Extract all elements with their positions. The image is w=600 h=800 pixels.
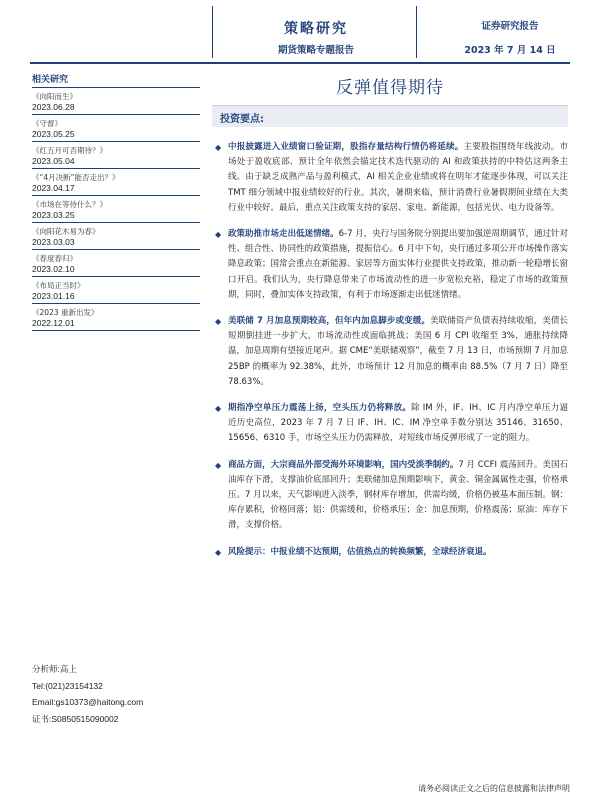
related-research-date: 2023.05.04 [32, 156, 200, 169]
related-research-date: 2023.01.16 [32, 291, 200, 304]
header-divider-left [212, 6, 213, 58]
key-point [212, 545, 568, 560]
report-type: 期货策略专题报告 [277, 45, 354, 56]
related-research-item[interactable] [32, 199, 200, 223]
report-date: 2023 年 7 月 14 日 [464, 45, 556, 56]
key-point-lead: 期指净空单压力震荡上扬，空头压力仍将释放。 [228, 403, 412, 414]
key-points-label: 投资要点: [220, 114, 264, 125]
related-research-title: 《2023 重新出发》 [32, 308, 99, 317]
related-research-list [32, 91, 200, 331]
related-research-date: 2023.02.10 [32, 264, 200, 277]
related-research-title: 《向阳花木易为春》 [32, 227, 100, 236]
bullet-diamond-icon: ◆ [215, 547, 222, 557]
report-category: 证券研究报告 [481, 21, 539, 32]
analyst-email[interactable]: Email:gs10373@haitong.com [32, 697, 144, 707]
analyst-certificate: 证书:S0850515090002 [32, 713, 119, 724]
bullet-diamond-icon: ◆ [215, 404, 222, 414]
key-points-bar [212, 105, 568, 127]
related-research-date: 2022.12.01 [32, 318, 200, 331]
related-research-title: 《红五月可否期待？》 [32, 146, 107, 155]
key-point-lead: 美联储 7 月加息预期较高，但年内加息脚步或变缓。 [228, 316, 430, 327]
header-rule [30, 62, 570, 64]
key-point [212, 458, 568, 534]
report-series-title: 策略研究 [284, 21, 348, 37]
related-research-heading: 相关研究 [32, 72, 200, 88]
related-research-date: 2023.06.28 [32, 102, 200, 115]
key-point [212, 401, 568, 447]
key-point-body: 除 IM 外，IF、IH、IC 月内净空单压力逼近历史高位，2023 年 7 月 7 日 IF、IH、IC、IM 净空单手数分别达 35146、31650、15656、6310 手，市场空头压力仍需释放，对短线市场反弹形成了一定的阻力。 [228, 403, 568, 444]
related-research-title: 《春度春归》 [32, 254, 77, 263]
bullet-diamond-icon: ◆ [215, 143, 222, 152]
related-research-title: 《守督》 [32, 119, 62, 128]
bullet-diamond-icon: ◆ [215, 230, 222, 240]
related-research-item[interactable] [32, 118, 200, 142]
related-research-title: 《“4月决断”能否走出？》 [32, 173, 120, 182]
related-research-title: 《市场在等待什么？》 [32, 200, 107, 209]
analyst-info [32, 661, 192, 727]
analyst-tel: Tel:(021)23154132 [32, 680, 103, 691]
related-research-item[interactable] [32, 172, 200, 196]
key-point [212, 227, 568, 303]
related-research-item[interactable] [32, 226, 200, 250]
key-point-lead: 政策助推市场走出低迷情绪。 [228, 229, 339, 240]
key-point-lead: 中报披露进入业绩窗口验证期，股指存量结构行情仍将延续。 [228, 142, 464, 152]
key-point-body: 6-7 月，央行与国务院分别提出要加强逆周期调节，通过针对性、组合性、协同性的政策措施，提振信心。6 月中下旬，央行通过多项公开市场操作落实降息政策；国常会重点在新能源、家居等方面实体行业提供支持政策，推动新一轮稳增长窗口开启。我们认为，央行降息带来了市场流动性的进一步宽松充裕，稳定了市场的政策预期，同时，叠加实体支持政策，有利于市场逐渐走出低迷情绪。 [228, 229, 569, 300]
related-research-date: 2023.03.25 [32, 210, 200, 223]
related-research-date: 2023.03.03 [32, 237, 200, 250]
key-point [212, 314, 568, 390]
key-point-lead: 商品方面，大宗商品外部受海外环境影响，国内受淡季制约。 [228, 459, 459, 470]
analyst-name: 分析师:高上 [32, 664, 77, 674]
key-point-body: 美联储资产负债表持续收缩，美债长短期倒挂进一步扩大，市场流动性或面临挑战；美国 6 月 CPI 收缩至 3%，通胀持续降温，加息周期有望接近尾声。据 CME“美联储观察”，截至 7 月 13 日，市场预期 7 月加息 25BP 的概率为 92.38%，此外，市场预计 12 月加息的概率由 88.5%（7 月 7 日）降至 78.63%。 [228, 316, 568, 387]
related-research-item[interactable] [32, 253, 200, 277]
related-research-title: 《布局正当时》 [32, 281, 85, 290]
header-divider-right [416, 6, 417, 58]
related-research-item[interactable] [32, 280, 200, 304]
related-research-title: 《向阳而生》 [32, 92, 77, 101]
key-points-list [212, 140, 568, 571]
related-research-sidebar [32, 72, 200, 331]
key-point-body: 主要股指围绕年线波动。市场处于盈收底部、预计全年依然会锚定技术迭代驱动的 AI 和政策扶持的中特估这两条主线。由于缺乏成熟产品与盈利模式，AI 相关企业业绩或将在明年才能逐步体现，可以关注 TMT 细分领域中报业绩较好的行业。其次，暑期来临，预计消费行业暑假期间业绩在大类行业中较好。最后，重点关注政策支持的家居、家电、新能源，包括光伏、电力设备等。 [228, 142, 568, 213]
bullet-diamond-icon: ◆ [215, 460, 222, 470]
related-research-item[interactable] [32, 307, 200, 331]
key-point [212, 140, 568, 216]
related-research-item[interactable] [32, 91, 200, 115]
related-research-date: 2023.05.25 [32, 129, 200, 142]
key-point-body: 7 月 CCFI 震荡回升。美国石油库存下滑，支撑油价底部回升；美联储加息预期影响下，黄金、铜金属属性走强，价格承压。7 月以来，天气影响进入淡季，钢材库存增加，供需均缓，价格仍被基本面压制。钢：库存累积，价格回落；铝：供需缓和，价格承压；金：加息预期，价格震荡；原油：库存下滑，支撑价格。 [228, 459, 569, 531]
document-title: 反弹值得期待 [336, 78, 444, 98]
bullet-diamond-icon: ◆ [215, 317, 222, 327]
related-research-date: 2023.04.17 [32, 183, 200, 196]
related-research-item[interactable] [32, 145, 200, 169]
disclaimer-footer: 请务必阅读正文之后的信息披露和法律声明 [418, 784, 570, 793]
key-point-lead: 风险提示：中报业绩不达预期，估值热点的转换频繁，全球经济衰退。 [228, 546, 492, 557]
